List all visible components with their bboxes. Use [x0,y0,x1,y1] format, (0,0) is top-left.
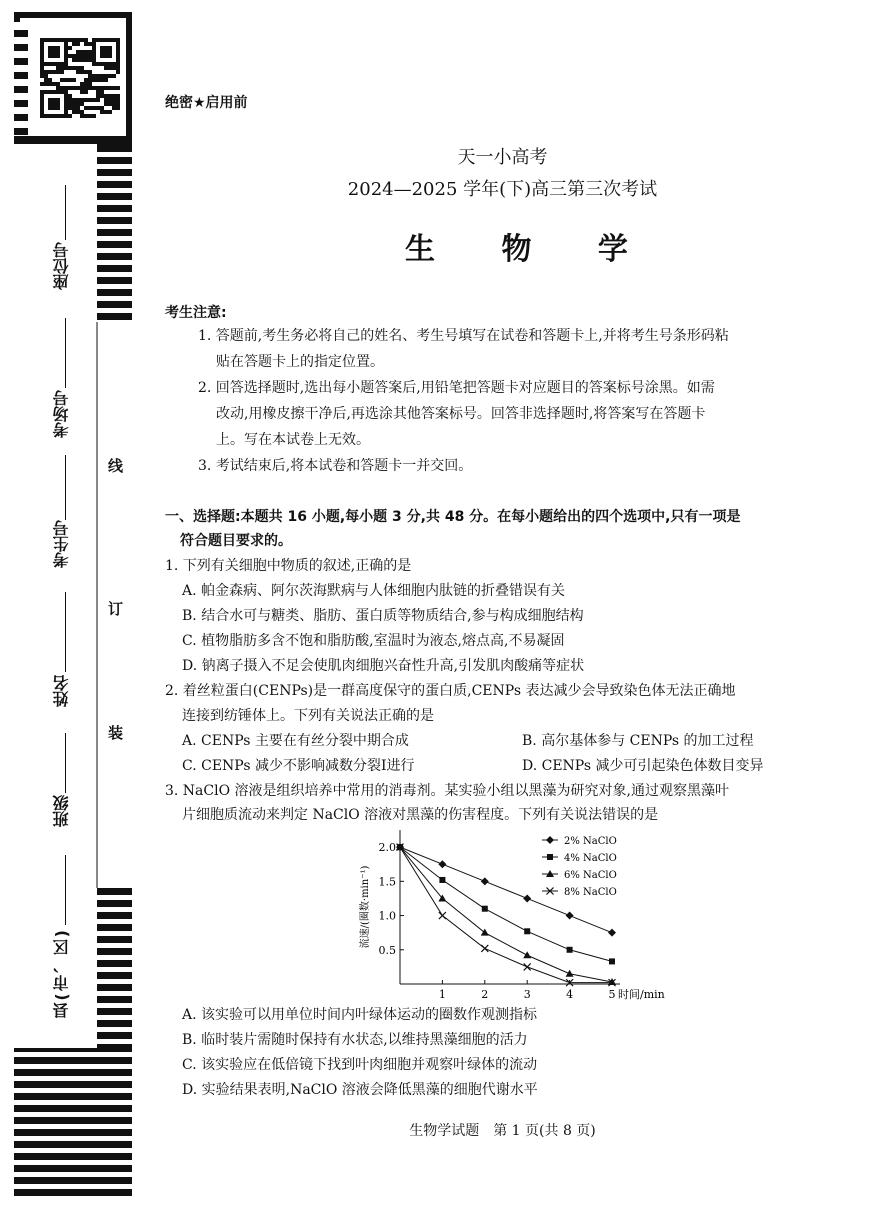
seat-number-label: 座位号 [52,242,71,290]
y-tick-label: 2.0 [378,841,396,855]
q1-option-b: B. 结合水可与糖类、脂肪、蛋白质等物质结合,参与构成细胞结构 [182,608,584,624]
q3-option-b: B. 临时装片需随时保持有水状态,以维持黑藻细胞的活力 [182,1032,528,1048]
legend-label: 8% NaClO [564,887,617,898]
binding-line-char: 线 [108,457,124,475]
page-footer: 生物学试题 第 1 页(共 8 页) [409,1123,596,1139]
name-label: 姓名 [52,675,71,707]
q1-option-d: D. 钠离子摄入不足会使肌肉细胞兴奋性升高,引发肌肉酸痛等症状 [182,658,585,674]
data-point [567,947,573,953]
notice-line: 贴在答题卡上的指定位置。 [216,354,384,370]
q2-option-c: C. CENPs 减少不影响减数分裂Ⅰ进行 [182,758,415,774]
notice-line: 3. 考试结束后,将本试卷和答题卡一并交回。 [198,458,473,474]
binding-install-char: 装 [108,724,124,742]
series-4 [397,844,617,987]
q3-option-a: A. 该实验可以用单位时间内叶绿体运动的圈数作观测指标 [182,1007,538,1023]
x-tick-label: 2 [481,988,489,1001]
q1-option-c: C. 植物脂肪多含不饱和脂肪酸,室温时为液态,熔点高,不易凝固 [182,633,565,649]
x-axis-label: 时间/min [618,988,665,1001]
data-point [566,912,574,920]
y-tick-label: 1.5 [378,875,396,889]
series-2 [397,844,617,964]
x-tick-label: 4 [566,988,574,1001]
q1-stem: 1. 下列有关细胞中物质的叙述,正确的是 [165,558,412,574]
y-axis-label: 流速/(圈数·min⁻¹) [360,865,371,949]
flow-rate-chart [350,822,670,1004]
subject-title: 生 物 学 [405,232,656,267]
series-line [400,847,612,982]
section-heading-cont: 符合题目要求的。 [180,533,292,549]
data-point [608,929,616,937]
notice-line: 2. 回答选择题时,选出每小题答案后,用铅笔把答题卡对应题目的答案标号涂黑。如需 [198,380,715,396]
q3-stem-cont: 片细胞质流动来判定 NaClO 溶液对黑藻的伤害程度。下列有关说法错误的是 [182,807,659,823]
q3-option-d: D. 实验结果表明,NaClO 溶液会降低黑藻的细胞代谢水平 [182,1082,538,1098]
data-point [566,970,574,977]
q3-stem: 3. NaClO 溶液是组织培养中常用的消毒剂。某实验小组以黑藻为研究对象,通过观察黑藻叶 [165,783,729,799]
data-point [523,894,531,902]
data-point [547,854,553,860]
data-point [481,929,489,936]
data-point [438,860,446,868]
notice-title: 考生注意: [165,305,227,321]
data-point [524,928,530,934]
binding-order-char: 订 [108,600,124,618]
confidential-mark: 绝密★启用前 [165,95,248,111]
section-heading: 一、选择题:本题共 16 小题,每小题 3 分,共 48 分。在每小题给出的四个选项中,只有一项是 [165,509,741,525]
q2-stem: 2. 着丝粒蛋白(CENPs)是一群高度保守的蛋白质,CENPs 表达减少会导致染色体无法正确地 [165,683,736,699]
class-label: 班级 [52,795,71,827]
notice-line: 改动,用橡皮擦干净后,再选涂其他答案标号。回答非选择题时,将答案写在答题卡 [216,406,706,422]
exam-title: 2024—2025 学年(下)高三第三次考试 [347,179,658,200]
legend-label: 4% NaClO [564,853,617,864]
q2-option-a: A. CENPs 主要在有丝分裂中期合成 [182,733,409,749]
legend-label: 2% NaClO [564,836,617,847]
candidate-number-label: 考生号 [52,520,71,568]
y-tick-label: 0.5 [378,943,396,957]
data-point [439,877,445,883]
x-tick-label: 1 [438,988,446,1001]
data-point [481,877,489,885]
data-point [482,906,488,912]
county-label: 县(市、区) [52,928,71,1019]
q3-option-c: C. 该实验应在低倍镜下找到叶肉细胞并观察叶绿体的流动 [182,1057,538,1073]
legend-label: 6% NaClO [564,870,617,881]
data-point [609,958,615,964]
exam-organizer: 天一小高考 [457,147,548,168]
series-line [400,847,612,983]
notice-line: 1. 答题前,考生务必将自己的姓名、考生号填写在试卷和答题卡上,并将考生号条形码粘 [198,328,729,344]
q2-option-b: B. 高尔基体参与 CENPs 的加工过程 [522,733,754,749]
binding-margin [0,0,135,1207]
q2-option-d: D. CENPs 减少可引起染色体数目变异 [522,758,764,774]
data-point [523,951,531,958]
notice-line: 上。写在本试卷上无效。 [216,432,370,448]
data-point [546,836,554,844]
exam-room-label: 考场号 [52,390,71,438]
x-tick-label: 5 [608,988,616,1001]
q2-stem-cont: 连接到纺锤体上。下列有关说法正确的是 [182,708,434,724]
q1-option-a: A. 帕金森病、阿尔茨海默病与人体细胞内肽链的折叠错误有关 [182,583,566,599]
qr-code-icon [37,35,123,121]
series-3 [396,843,617,985]
y-tick-label: 1.0 [378,909,396,923]
x-tick-label: 3 [523,988,531,1001]
